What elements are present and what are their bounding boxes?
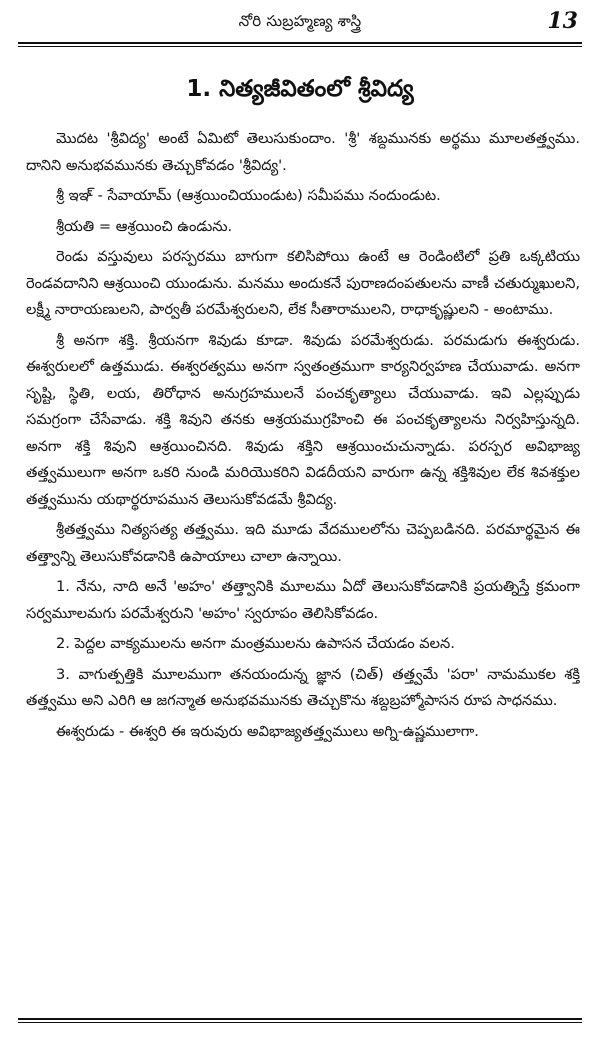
chapter-title: 1. నిత్యజీవితంలో శ్రీవిద్య <box>186 76 414 102</box>
header-rule-thin <box>18 46 582 47</box>
list-item: 2. పెద్దల వాక్యములను అనగా మంత్రములను ఉపాసన చేయడం వలన. <box>56 635 455 652</box>
paragraph: ఈశ్వరుడు - ఈశ్వరి ఈ ఇరువురు అవిభాజ్యతత్త్వములు అగ్ని-ఉష్ణములాగా. <box>56 722 479 740</box>
paragraph: శ్రీయతి = ఆశ్రయించి ఉండును. <box>56 217 233 235</box>
paragraph: శ్రీ అనగా శక్తి. శ్రీయనగా శివుడు కూడా. శివుడు పరమేశ్వరుడు. పరమడుగు ఈశ్వరుడు. ఈశ్వరులలో ఉత్తముడు. ఈశ్వరత్వము అనగా స్వతంత్రముగా కార్యనిర్వహణ చేయువాడు. అనగా సృష్టి, స్థితి, లయ, తిరోధాన అనుగ్రహములనే పంచకృత్యాలు చేయువాడు. ఇవి ఎల్లప్పుడు సమగ్రంగా చేసేవాడు. శక్తి శివుని తనకు ఆశ్రయముగ్రహించి ఈ పంచకృత్యాలను నిర్వహిస్తున్నది. అనగా శక్తి శివుని ఆశ్రయించినది. శివుడు శక్తిని ఆశ్రయించుచున్నాడు. పరస్పర అవిభాజ్య తత్త్వములుగా అనగా ఒకరి నుండి మరియొకరిని విడదీయని వారుగా ఉన్న శక్తిశివుల లేక శివశక్తుల తత్త్వమును యథార్థరూపమున తెలుసుకోవడమే శ్రీవిద్య. <box>26 331 580 508</box>
page-header <box>18 8 582 38</box>
running-head: నోరి సుబ్రహ్మణ్య శాస్త్రి <box>238 12 362 30</box>
list-item: 3. వాగుత్పత్తికి మూలముగా తనయందున్న జ్ఞాన (చిత్) తత్త్వమే 'పరా' నామముకల శక్తి తత్త్వము అని ఎరిగి ఆ జగన్మాత అనుభవమునకు తెచ్చుకొను శబ్దబ్రహ్మోపాసన రూప సాధనము. <box>26 665 580 709</box>
paragraph: శ్రీతత్త్వము నిత్యసత్య తత్త్వము. ఇది మూడు వేదములలోను చెప్పబడినది. పరమార్థమైన ఈ తత్త్వాన్ని తెలుసుకోవడానికి ఉపాయాలు చాలా ఉన్నాయి. <box>26 521 580 565</box>
list-item: 1. నేను, నాది అనే 'అహం' తత్త్వానికి మూలము ఏదో తెలుసుకోవడానికి ప్రయత్నిస్తే క్రమంగా సర్వమూలమగు పరమేశ్వరుని 'అహం' స్వరూపం తెలిసికోవడం. <box>26 578 580 622</box>
paragraph: రెండు వస్తువులు పరస్పరము బాగుగా కలిసిపోయి ఉంటే ఆ రెండింటిలో ప్రతి ఒక్కటియు రెండవదానిని ఆశ్రయించి యుండును. మనము అందుకనే పురాణదంపతులను వాణీ చతుర్ముఖులని, లక్ష్మీ నారాయణులని, పార్వతీ పరమేశ్వరులని, లేక సీతారాములని, రాధాకృష్ణులని - అంటాము. <box>26 248 580 318</box>
body-text <box>26 126 580 749</box>
page-number: 13 <box>547 8 578 34</box>
footer-rule-thin <box>18 1022 582 1023</box>
header-rule <box>18 42 582 44</box>
footer-rule <box>18 1018 582 1020</box>
paragraph: శ్రీ ఇఞ్ - సేవాయామ్ (ఆశ్రయించియుండుట) సమీపము నందుండుట. <box>56 187 441 204</box>
paragraph: మొదట 'శ్రీవిద్య' అంటే ఏమిటో తెలుసుకుందాం. 'శ్రీ' శబ్దమునకు అర్థము మూలతత్త్వము. దానిని అనుభవమునకు తెచ్చుకోవడం 'శ్రీవిద్య'. <box>26 130 580 174</box>
